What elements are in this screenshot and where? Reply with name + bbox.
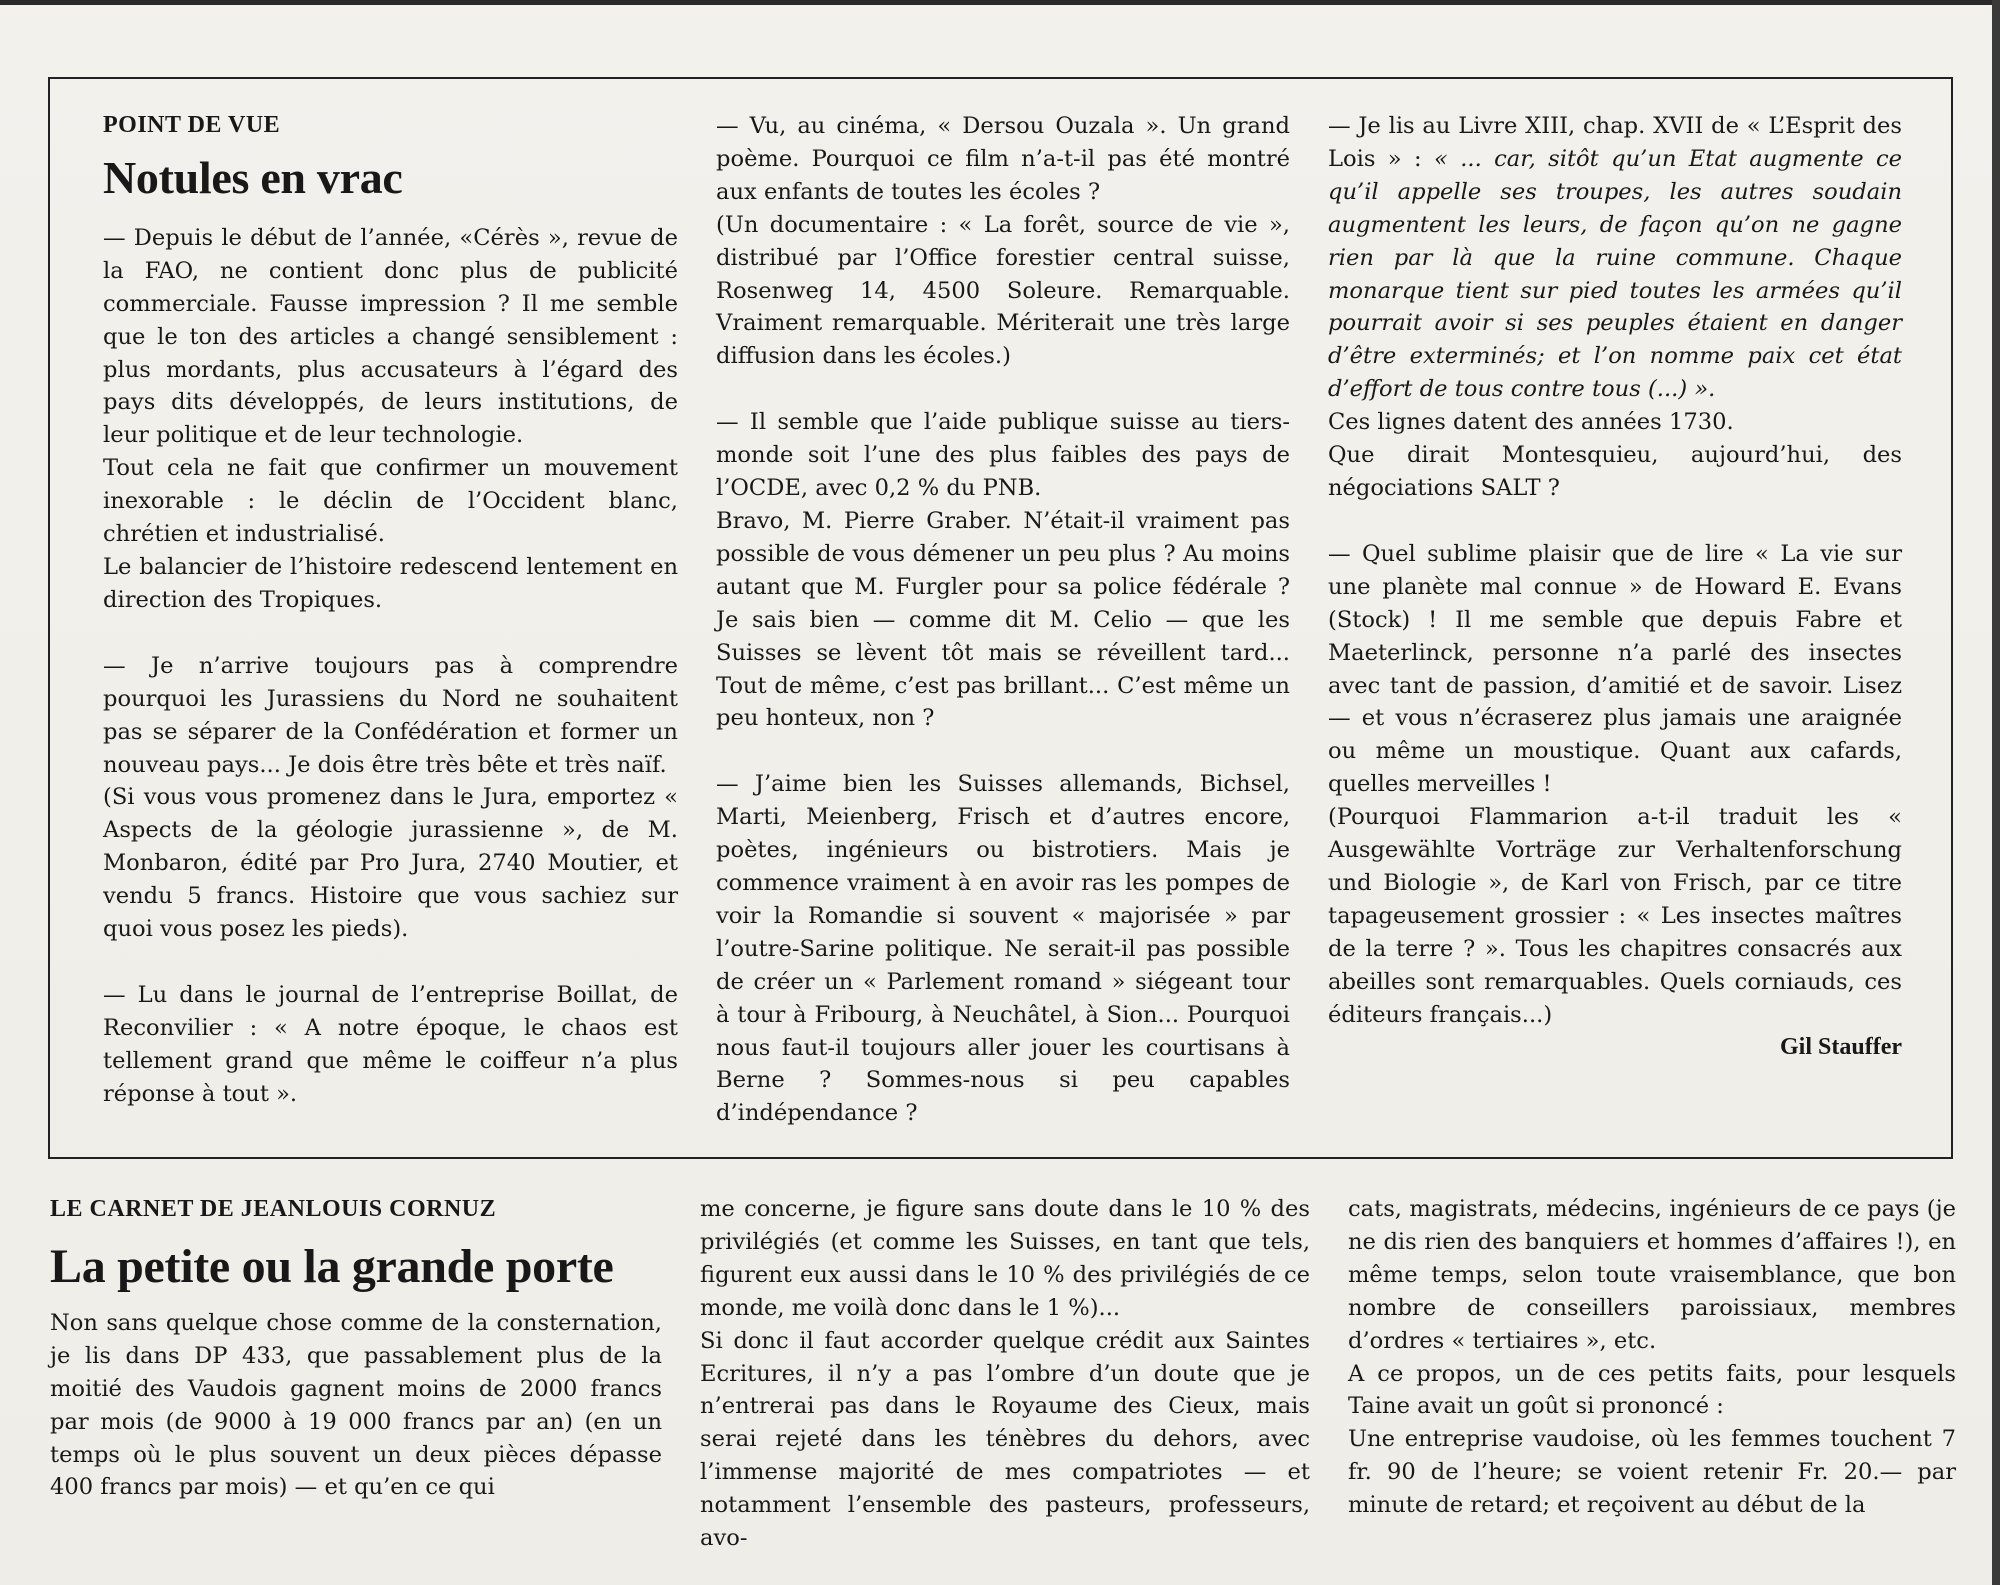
scan-top-edge xyxy=(0,0,2000,5)
article1-quote: « ... car, sitôt qu’un Etat augmente ce qu’il appelle ses troupes, les autres soudain augmentent les leurs, de façon qu’on ne gagne rien par là que la ruine commune. Chaque monarque tient sur pied toutes les armées qu’il pourrait avoir si ses peuples étaient en danger d’être exterminés; et l’on nomme paix cet état d’effort de tous contre tous (...) ». xyxy=(1328,145,1902,403)
article2-paragraph: A ce propos, un de ces petits faits, pour lesquels Taine avait un goût si prononcé : xyxy=(1348,1360,1956,1420)
article1-paragraph: — J’aime bien les Suisses allemands, Bichsel, Marti, Meienberg, Frisch et d’autres encore, poètes, ingénieurs ou bistrotiers. Mais je commence vraiment à en avoir ras les pompes de voir la Romandie si souvent « majorisée » par l’outre-Sarine politique. Ne serait-il pas possible de créer un « Parlement romand » siégeant tour à tour à Fribourg, à Neuchâtel, à Sion... Pourquoi nous faut-il toujours aller jouer les courtisans à Berne ? Sommes-nous si peu capables d’indépendance ? xyxy=(716,771,1290,1127)
article2-column-1 xyxy=(50,1193,662,1504)
scan-right-edge xyxy=(1992,0,2000,1585)
article1-paragraph: Tout cela ne fait que confirmer un mouvement inexorable : le déclin de l’Occident blanc, chrétien et industrialisé. xyxy=(103,455,678,548)
article2-column-3 xyxy=(1348,1193,1956,1522)
article1-signature: Gil Stauffer xyxy=(1780,1034,1902,1061)
article1-column-2 xyxy=(716,110,1290,1130)
article1-paragraph: Que dirait Montesquieu, aujourd’hui, des négociations SALT ? xyxy=(1328,442,1902,501)
article1-paragraph: Ces lignes datent des années 1730. xyxy=(1328,409,1734,436)
article1-paragraph: — Je n’arrive toujours pas à comprendre pourquoi les Jurassiens du Nord ne souhaitent pas se séparer de la Confédération et former un nouveau pays... Je dois être très bête et très naïf. xyxy=(103,652,678,778)
article2-paragraph: me concerne, je figure sans doute dans le 10 % des privilégiés (et comme les Suisses, en tant que tels, figurent eux aussi dans le 10 % des privilégiés de ce monde, me voilà donc dans le 1 %)... xyxy=(700,1196,1310,1321)
article2-title: La petite ou la grande porte xyxy=(50,1239,614,1293)
article1-paragraph: (Pourquoi Flammarion a-t-il traduit les « Ausgewählte Vorträge zur Verhaltenforschung und Biologie », de Karl von Frisch, par ce titre tapageusement grossier : « Les insectes maîtres de la terre ? ». Tous les chapitres consacrés aux abeilles sont remarquables. Quels corniauds, ces éditeurs français...) xyxy=(1328,804,1902,1028)
article1-paragraph: — Depuis le début de l’année, «Cérès », revue de la FAO, ne contient donc plus de publicité commerciale. Fausse impression ? Il me semble que le ton des articles a changé sensiblement : plus mordants, plus accusateurs à l’égard des pays dits développés, de leurs institutions, de leur politique et de leur technologie. xyxy=(103,224,678,449)
article2-paragraph: Si donc il faut accorder quelque crédit aux Saintes Ecritures, il n’y a pas l’ombre d’un doute que je n’entrerai pas dans le Royaume des Cieux, mais serai rejeté dans les ténèbres du dehors, avec l’immense majorité de mes compatriotes — et notamment l’ensemble des pasteurs, professeurs, avo- xyxy=(700,1327,1310,1552)
article1-title: Notules en vrac xyxy=(103,151,403,203)
article2-kicker: LE CARNET DE JEANLOUIS CORNUZ xyxy=(50,1196,497,1222)
article2-paragraph: Une entreprise vaudoise, où les femmes touchent 7 fr. 90 de l’heure; se voient retenir Fr. 20.— par minute de retard; et reçoivent au début de la xyxy=(1348,1426,1956,1519)
article1-paragraph: (Si vous vous promenez dans le Jura, emportez « Aspects de la géologie jurassienne », de M. Monbaron, édité par Pro Jura, 2740 Moutier, et vendu 5 francs. Histoire que vous sachiez sur quoi vous posez les pieds). xyxy=(103,784,678,943)
article1-paragraph: — Quel sublime plaisir que de lire « La vie sur une planète mal connue » de Howard E. Evans (Stock) ! Il me semble que depuis Fabre et Maeterlinck, personne n’a parlé des insectes avec tant de passion, d’amitié et de savoir. Lisez — et vous n’écraserez plus jamais une araignée ou même un moustique. Quant aux cafards, quelles merveilles ! xyxy=(1328,540,1902,798)
article1-paragraph: — Lu dans le journal de l’entreprise Boillat, de Reconvilier : « A notre époque, le chaos est tellement grand que même le coiffeur n’a plus réponse à tout ». xyxy=(103,981,678,1107)
article1-column-1 xyxy=(103,109,678,1111)
article2-paragraph: Non sans quelque chose comme de la consternation, je lis dans DP 433, que passablement plus de la moitié des Vaudois gagnent moins de 2000 francs par mois (de 9000 à 19 000 francs par an) (en un temps où le plus souvent un deux pièces dépasse 400 francs par mois) — et qu’en ce qui xyxy=(50,1309,662,1501)
article2-paragraph: cats, magistrats, médecins, ingénieurs de ce pays (je ne dis rien des banquiers et hommes d’affaires !), en même temps, selon toute vraisemblance, que bon nombre de conseillers paroissiaux, membres d’ordres « tertiaires », etc. xyxy=(1348,1196,1956,1354)
article1-column-3 xyxy=(1328,110,1902,1064)
article1-paragraph: — Vu, au cinéma, « Dersou Ouzala ». Un grand poème. Pourquoi ce film n’a-t-il pas été montré aux enfants de toutes les écoles ? xyxy=(716,113,1290,205)
article1-kicker: POINT DE VUE xyxy=(103,112,281,138)
article1-quote-intro: — Je lis au Livre XIII, chap. XVII de « L’Esprit des Lois » : xyxy=(1328,113,1902,172)
article1-montesquieu-paragraph xyxy=(1328,110,1902,406)
article1-paragraph: — Il semble que l’aide publique suisse au tiers-monde soit l’une des plus faibles des pays de l’OCDE, avec 0,2 % du PNB. xyxy=(716,409,1290,502)
article1-paragraph: Le balancier de l’histoire redescend lentement en direction des Tropiques. xyxy=(103,553,678,613)
article2-column-2 xyxy=(700,1193,1310,1555)
article1-paragraph: Bravo, M. Pierre Graber. N’était-il vraiment pas possible de vous démener un peu plus ? Au moins autant que M. Furgler pour sa police fédérale ? Je sais bien — comme dit M. Celio — que les Suisses se lèvent tôt mais se réveillent tard... Tout de même, c’est pas brillant... C’est même un peu honteux, non ? xyxy=(716,507,1290,732)
article1-paragraph: (Un documentaire : « La forêt, source de vie », distribué par l’Office forestier central suisse, Rosenweg 14, 4500 Soleure. Remarquable. Vraiment remarquable. Mériterait une très large diffusion dans les écoles.) xyxy=(716,211,1290,370)
